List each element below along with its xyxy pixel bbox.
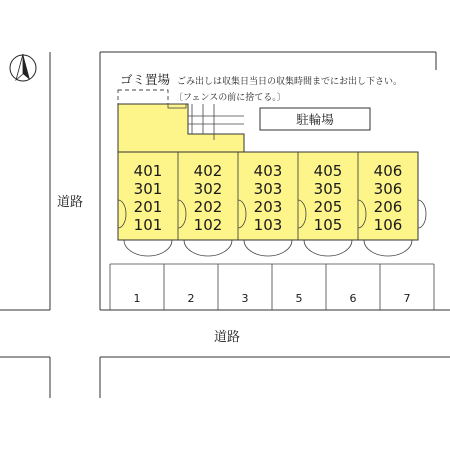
unit-number: 205: [313, 198, 343, 216]
unit-number: 206: [373, 198, 403, 216]
unit-number: 102: [193, 216, 223, 234]
unit-column-5: [374, 162, 403, 234]
parking-space-number: 5: [295, 292, 303, 305]
unit-number: 202: [193, 198, 223, 216]
parking-space-number: 2: [187, 292, 195, 305]
road-label-bottom: 道路: [214, 330, 241, 345]
unit-column-4: [314, 162, 343, 234]
parking-space-number: 6: [349, 292, 357, 305]
bicycle-parking-label: 駐輪場: [296, 112, 334, 127]
unit-number: 301: [133, 180, 163, 198]
unit-number: 401: [133, 162, 163, 180]
unit-number: 303: [253, 180, 283, 198]
unit-number: 305: [313, 180, 343, 198]
north-arrow-icon: [10, 54, 36, 81]
parking-space-number: 7: [403, 292, 411, 305]
unit-number: 306: [373, 180, 403, 198]
unit-number: 405: [313, 162, 343, 180]
unit-number: 103: [253, 216, 283, 234]
garbage-note-line1: ごみ出しは収集日当日の収集時間までにお出し下さい。: [177, 77, 403, 87]
unit-number: 406: [373, 162, 403, 180]
building-upper-section: [118, 104, 244, 152]
unit-column-3: [254, 162, 283, 234]
unit-number: 105: [313, 216, 343, 234]
garbage-note-line2: 〔フェンスの前に捨てる。〕: [174, 93, 286, 103]
unit-column-1: [134, 162, 163, 234]
unit-number: 302: [193, 180, 223, 198]
road-label-left: 道路: [57, 195, 84, 210]
entrance-arcs: [124, 240, 412, 256]
unit-number: 201: [133, 198, 163, 216]
parking-space-number: 3: [241, 292, 249, 305]
garbage-area-title: ゴミ置場: [120, 72, 171, 87]
unit-column-2: [194, 162, 223, 234]
unit-number: 101: [133, 216, 163, 234]
unit-number: 106: [373, 216, 403, 234]
parking-space-number: 1: [133, 292, 141, 305]
unit-number: 203: [253, 198, 283, 216]
parking-area: [110, 264, 434, 310]
unit-number: 403: [253, 162, 283, 180]
unit-number: 402: [193, 162, 223, 180]
